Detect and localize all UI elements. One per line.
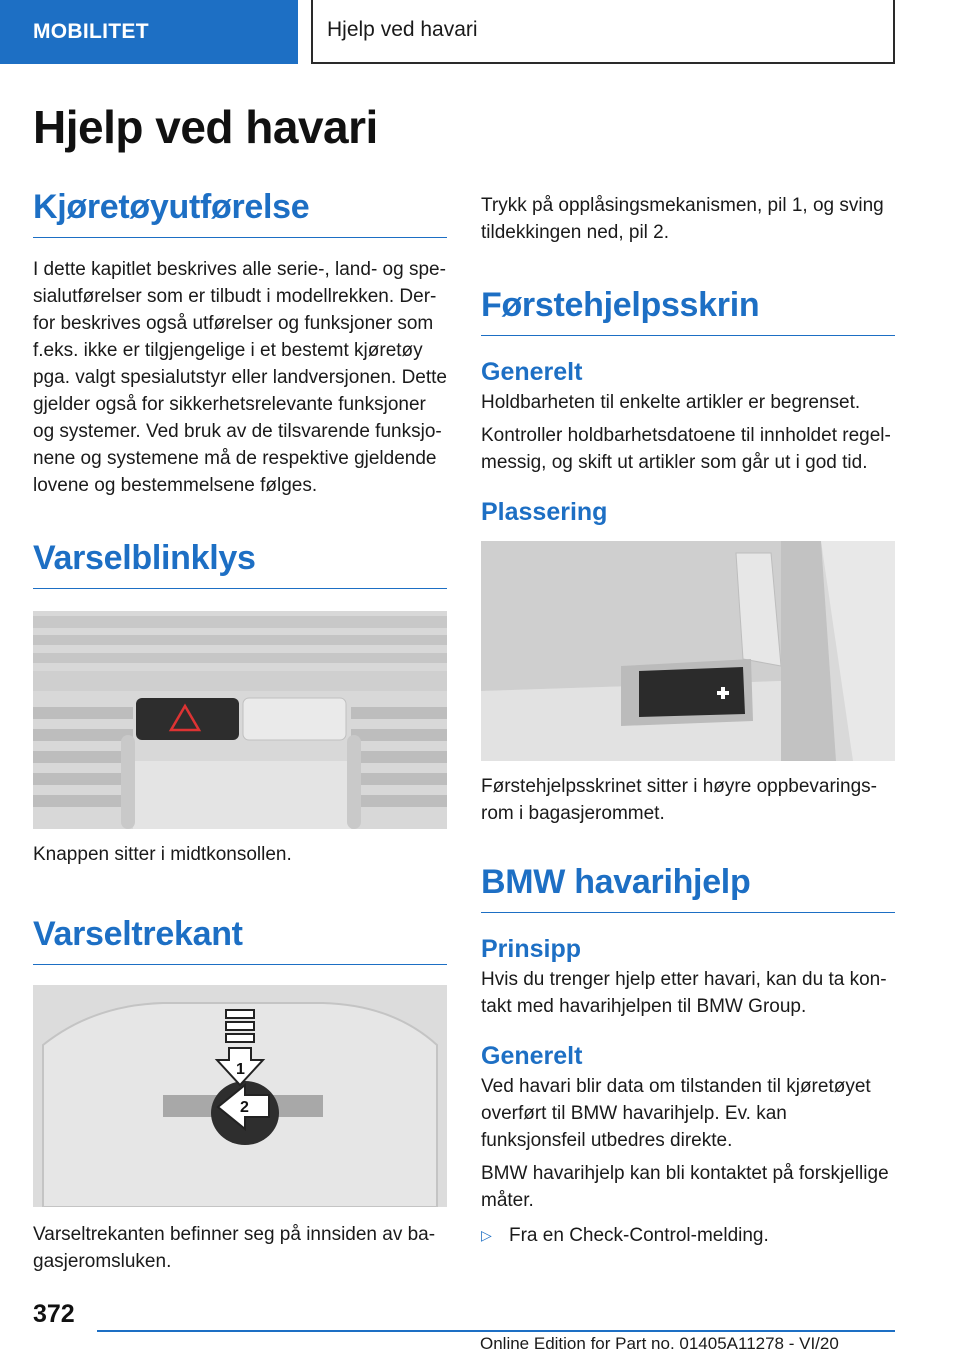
heading-vehicle-version: Kjøretøyutførelse — [33, 188, 447, 238]
trunk-compartment-illustration — [481, 541, 895, 761]
heading-assist-general: Generelt — [481, 1042, 583, 1070]
edition-note: Online Edition for Part no. 01405A11278 - VI/20 — [480, 1334, 839, 1353]
warning-triangle-image — [33, 985, 447, 1207]
warning-triangle-caption: Varseltrekanten befinner seg på innsiden av bagasjeromsluken. — [33, 1224, 436, 1272]
vehicle-version-text: I dette kapitlet beskrives alle serie-, land- og spesialutførelser som er tilbudt i modellrekken. Derfor beskrives også utførelser og funksjoner som f.eks. ikke er tilgjengelige i et bestemt kjøretøy pga. valgt spesialutstyr eller landversjonen. Dette gjelder også for sikkerhetsrelevante funksjoner og systemer. Ved bruk av de tilsvarende funksjonene og systemene må de respektive gjeldende lovene og bestemmelsene følges. — [33, 259, 448, 496]
first-aid-general-text-1: Holdbarheten til enkelte artikler er begrenset. — [481, 392, 861, 413]
trunk-lid-illustration — [33, 985, 447, 1207]
right-column — [481, 192, 895, 1249]
header-chapter-tab: Hjelp ved havari — [311, 0, 895, 64]
heading-hazard-lights: Varselblinklys — [33, 539, 447, 589]
assist-general-text-1: Ved havari blir data om tilstanden til kjøretøyet overført til BMW havarihjelp. Ev. kan funksjonsfeil utbedres direkte. — [481, 1076, 871, 1151]
heading-first-aid-general: Generelt — [481, 358, 583, 386]
assist-principle-text: Hvis du trenger hjelp etter havari, kan du ta kontakt med havarihjelpen til BMW Group. — [481, 969, 887, 1017]
footer-divider — [97, 1330, 895, 1332]
hazard-console-illustration — [33, 611, 447, 829]
heading-bmw-roadside-assist: BMW havarihjelp — [481, 863, 895, 913]
header-section-tab: MOBILITET — [0, 0, 298, 64]
left-column — [33, 188, 447, 1275]
first-aid-location-caption: Førstehjelpsskrinet sitter i høyre oppbevaringsrom i bagasjerommet. — [481, 776, 877, 824]
list-item-text: Fra en Check-Control-melding. — [509, 1225, 769, 1246]
first-aid-kit-image — [481, 541, 895, 761]
arrow-1-label: 1 — [236, 1061, 245, 1078]
triangle-right-icon: ▷ — [481, 1227, 492, 1243]
arrow-2-label: 2 — [240, 1099, 249, 1116]
hazard-lights-caption: Knappen sitter i midtkonsollen. — [33, 844, 292, 865]
page-number: 372 — [33, 1300, 75, 1328]
list-item — [481, 1222, 895, 1249]
heading-first-aid-location: Plassering — [481, 498, 608, 526]
heading-assist-principle: Prinsipp — [481, 935, 582, 963]
heading-warning-triangle: Varseltrekant — [33, 915, 447, 965]
hazard-button-image — [33, 611, 447, 829]
page-title: Hjelp ved havari — [33, 101, 378, 153]
first-aid-general-text-2: Kontroller holdbarhetsdatoene til innholdet regelmessig, og skift ut artikler som går ut i god tid. — [481, 425, 891, 473]
assist-general-text-2: BMW havarihjelp kan bli kontaktet på forskjellige måter. — [481, 1163, 889, 1211]
unlock-instruction: Trykk på opplåsingsmekanismen, pil 1, og sving tildekkingen ned, pil 2. — [481, 195, 884, 243]
heading-first-aid-kit: Førstehjelpsskrin — [481, 286, 895, 336]
